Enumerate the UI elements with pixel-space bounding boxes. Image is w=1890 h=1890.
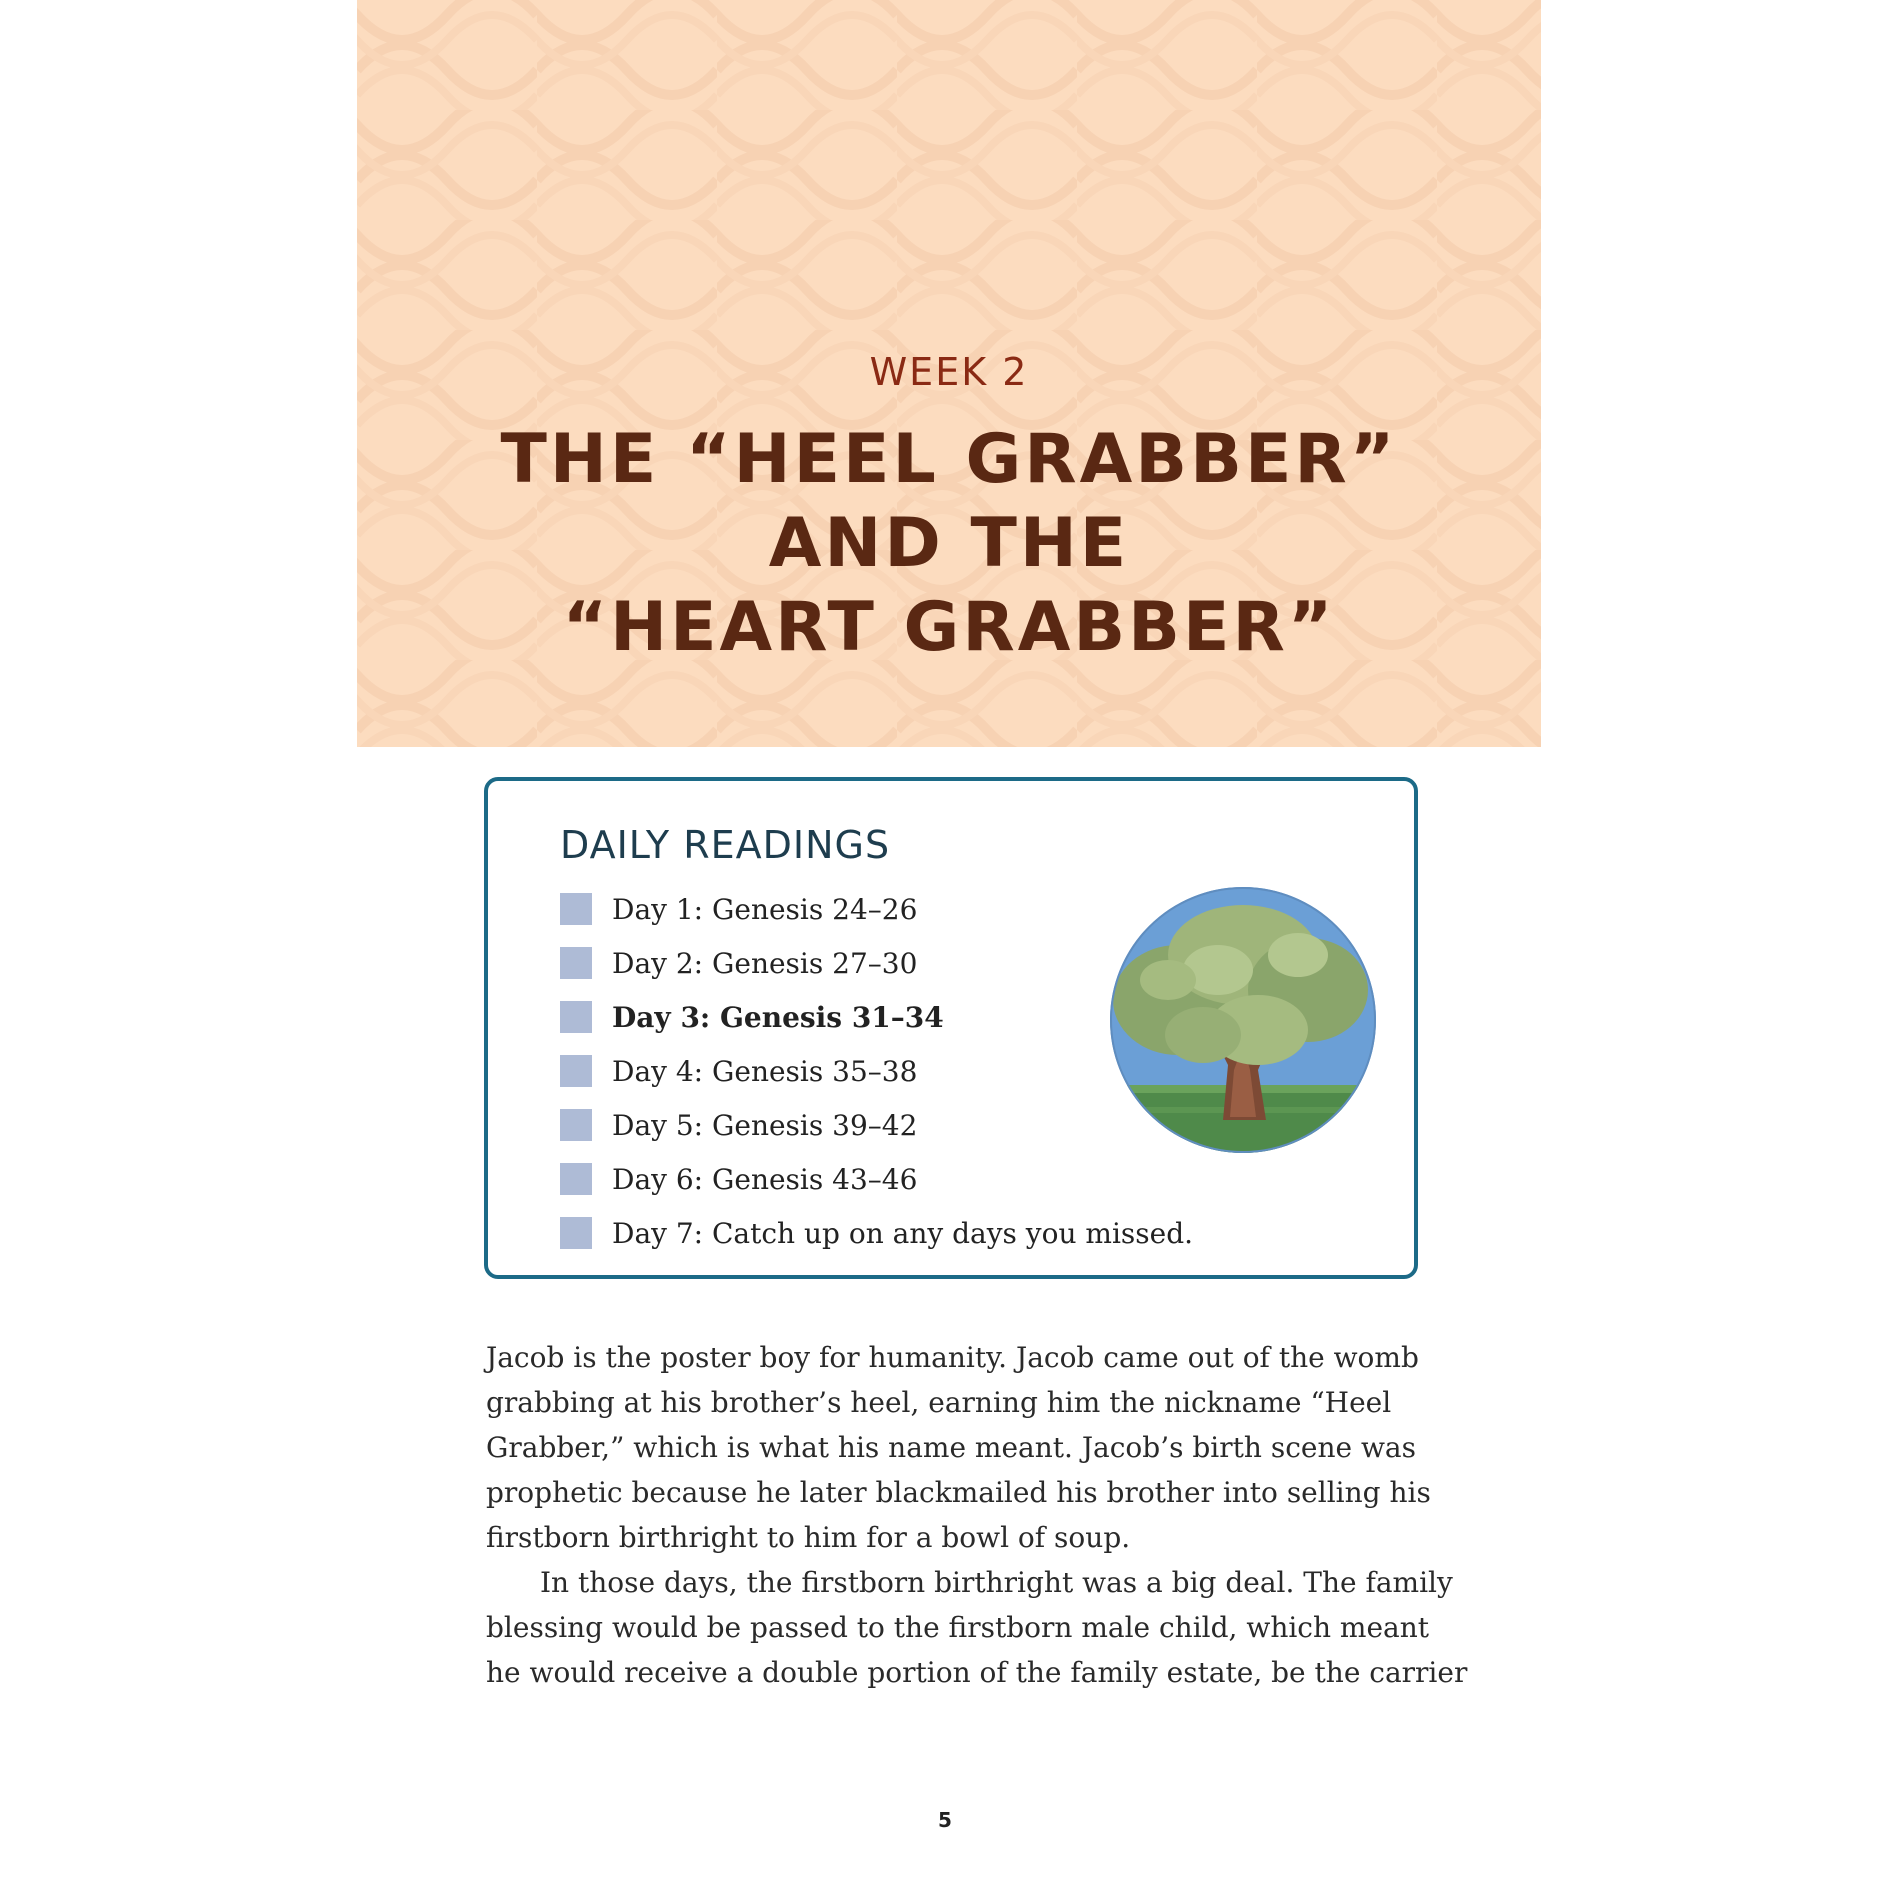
body-line: In those days, the firstborn birthright was a big deal. The family <box>540 1566 1453 1599</box>
body-line: firstborn birthright to him for a bowl of soup. <box>486 1521 1131 1554</box>
reading-checkbox[interactable] <box>560 1163 592 1195</box>
chapter-title-line: THE “HEEL GRABBER” <box>500 420 1398 499</box>
reading-label: Day 5: Genesis 39–42 <box>612 1108 918 1142</box>
body-line: prophetic because he later blackmailed his brother into selling his <box>486 1476 1431 1509</box>
reading-checkbox[interactable] <box>560 1001 592 1033</box>
reading-item-day-4 <box>560 1053 917 1089</box>
reading-item-day-7 <box>560 1215 1193 1251</box>
reading-label: Day 3: Genesis 31–34 <box>612 1000 944 1034</box>
page-number: 5 <box>938 1808 952 1832</box>
body-line: blessing would be passed to the firstborn male child, which meant <box>486 1611 1430 1644</box>
reading-item-day-2 <box>560 945 917 981</box>
reading-label: Day 4: Genesis 35–38 <box>612 1054 918 1088</box>
body-line: Grabber,” which is what his name meant. Jacob’s birth scene was <box>486 1431 1416 1464</box>
week-label: WEEK 2 <box>869 350 1029 394</box>
reading-checkbox[interactable] <box>560 947 592 979</box>
reading-item-day-3 <box>560 999 944 1035</box>
daily-readings-box <box>484 777 1418 1279</box>
reading-checkbox[interactable] <box>560 1217 592 1249</box>
tree-icon <box>1108 885 1378 1155</box>
reading-checkbox[interactable] <box>560 1109 592 1141</box>
reading-checkbox[interactable] <box>560 1055 592 1087</box>
chapter-title-line: AND THE <box>768 504 1130 583</box>
body-line: grabbing at his brother’s heel, earning him the nickname “Heel <box>486 1386 1392 1419</box>
reading-checkbox[interactable] <box>560 893 592 925</box>
reading-label: Day 2: Genesis 27–30 <box>612 946 918 980</box>
reading-label: Day 1: Genesis 24–26 <box>612 892 918 926</box>
body-text <box>486 1335 1468 1695</box>
reading-item-day-6 <box>560 1161 917 1197</box>
body-line: he would receive a double portion of the family estate, be the carrier <box>486 1656 1468 1689</box>
chapter-title <box>357 418 1541 670</box>
reading-label: Day 7: Catch up on any days you missed. <box>612 1216 1194 1250</box>
reading-item-day-1 <box>560 891 917 927</box>
daily-readings-heading: DAILY READINGS <box>560 823 891 867</box>
chapter-header <box>357 0 1541 747</box>
reading-label: Day 6: Genesis 43–46 <box>612 1162 918 1196</box>
reading-item-day-5 <box>560 1107 917 1143</box>
body-line: Jacob is the poster boy for humanity. Jacob came out of the womb <box>486 1341 1419 1374</box>
chapter-title-line: “HEART GRABBER” <box>562 588 1336 667</box>
